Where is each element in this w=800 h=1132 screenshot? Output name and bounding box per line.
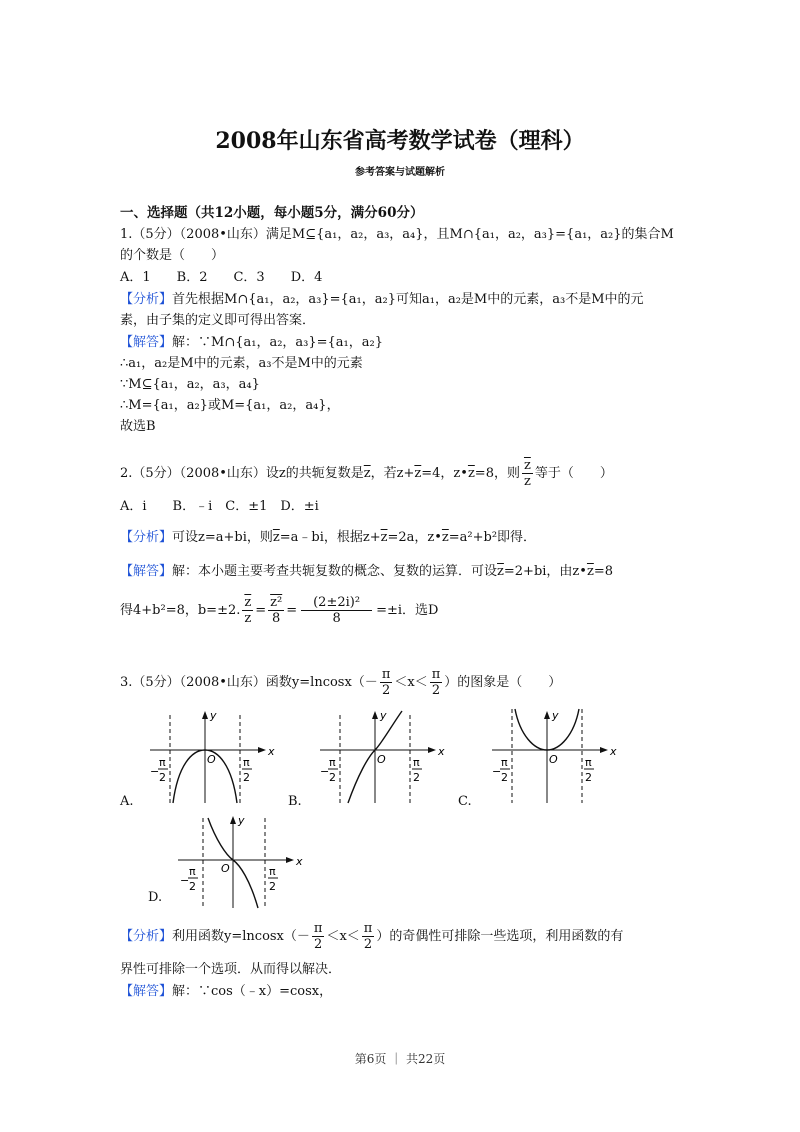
y-label: y bbox=[552, 709, 559, 722]
fraction bbox=[522, 458, 533, 489]
fraction-numerator: π bbox=[381, 667, 391, 682]
q2-analysis-text: =a﹣bi，根据z+ bbox=[279, 530, 381, 545]
option-label-b: B. bbox=[288, 794, 302, 809]
y-axis-arrow-icon bbox=[544, 711, 550, 719]
origin-label: O bbox=[207, 753, 216, 766]
q1-stem-line2: 的个数是（ ） bbox=[120, 248, 225, 263]
fraction-numerator: $\overline{z}$ bbox=[244, 595, 252, 610]
q2-answer-text: 得4+b²=8，b=±2. bbox=[120, 603, 241, 618]
section-heading: 一、选择题（共12小题，每小题5分，满分60分） bbox=[120, 205, 424, 221]
conjugate-z: $\overline{z}$ bbox=[497, 564, 504, 579]
two-label: 2 bbox=[329, 771, 336, 784]
q3-answer-text: 解：∵cos（﹣x）=cosx， bbox=[172, 984, 333, 999]
y-label: y bbox=[238, 814, 245, 827]
q1-analysis-text: 首先根据M∩{a₁，a₂，a₃}={a₁，a₂}可知a₁，a₂是M中的元素，a₃不是M中的元 bbox=[172, 292, 644, 307]
q3-analysis-text: 利用函数y=lncosx（－ bbox=[172, 929, 310, 944]
fraction bbox=[362, 921, 375, 952]
q3-answer-line1 bbox=[120, 982, 332, 1002]
two-label: 2 bbox=[159, 771, 166, 784]
two-label: 2 bbox=[501, 771, 508, 784]
q2-answer-text: =±i．选D bbox=[376, 603, 439, 618]
pi-label: π bbox=[243, 756, 250, 769]
answer-tag: 【解答】 bbox=[120, 564, 173, 579]
q1-answer-line4: ∴M={a₁，a₂}或M={a₁，a₂，a₄}， bbox=[120, 398, 340, 413]
two-label: 2 bbox=[413, 771, 420, 784]
analysis-tag: 【分析】 bbox=[120, 292, 173, 307]
q2-analysis-text: =a²+b²即得． bbox=[448, 530, 537, 545]
fraction-numerator: π bbox=[431, 667, 441, 682]
q2-answer-line2 bbox=[120, 594, 438, 628]
page-footer: 第6页 ｜ 共22页 bbox=[354, 1052, 446, 1066]
conjugate-z: $\overline{z}$ bbox=[380, 530, 388, 545]
origin-label: O bbox=[221, 862, 230, 875]
neg-sign: − bbox=[320, 765, 330, 778]
page-subtitle: 参考答案与试题解析 bbox=[355, 167, 445, 178]
fraction-numerator: z² bbox=[270, 595, 283, 610]
q3-analysis bbox=[120, 920, 623, 954]
y-axis-arrow-icon bbox=[372, 711, 378, 719]
analysis-tag: 【分析】 bbox=[120, 530, 173, 545]
q1-stem-line1: 1.（5分）（2008•山东）满足M⊆{a₁，a₂，a₃，a₄}，且M∩{a₁，a₂，a₃}={a₁，a₂}的集合M bbox=[120, 227, 674, 242]
pi-label: π bbox=[159, 756, 166, 769]
fraction-denominator: z bbox=[244, 611, 252, 626]
pi-label: π bbox=[269, 865, 276, 878]
q3-stem-text: ）的图象是（ ） bbox=[444, 675, 562, 690]
fraction bbox=[268, 595, 284, 626]
q1-answer-line1 bbox=[120, 333, 383, 353]
y-label: y bbox=[380, 709, 387, 722]
graph-option-c bbox=[482, 705, 617, 805]
conjugate-z: $\overline{z}$ bbox=[467, 466, 475, 481]
q3-analysis-text: ＜x＜ bbox=[326, 929, 360, 944]
x-label: x bbox=[438, 745, 445, 758]
q1-answer-line5: 故选B bbox=[120, 419, 156, 434]
fraction bbox=[380, 667, 393, 698]
q3-stem-text: 3.（5分）（2008•山东）函数y=lncosx（－ bbox=[120, 675, 378, 690]
conjugate-z: $\overline{z}$ bbox=[441, 530, 449, 545]
q2-stem-text: =8，则 bbox=[474, 466, 520, 481]
two-label: 2 bbox=[585, 771, 592, 784]
analysis-tag: 【分析】 bbox=[120, 929, 173, 944]
q1-answer-line2: ∴a₁，a₂是M中的元素，a₃不是M中的元素 bbox=[120, 356, 363, 371]
y-label: y bbox=[210, 709, 217, 722]
two-label: 2 bbox=[269, 880, 276, 893]
two-label: 2 bbox=[189, 880, 196, 893]
conjugate-z: $\overline{z}$ bbox=[272, 530, 280, 545]
graph-option-b bbox=[310, 705, 445, 805]
neg-sign: − bbox=[150, 765, 160, 778]
conjugate-z: $\overline{z}$ bbox=[414, 466, 422, 481]
fraction-numerator: (2±2i)² bbox=[301, 595, 372, 611]
fraction-numerator: π bbox=[313, 921, 323, 936]
q2-options: A．i B．﹣i C．±1 D．±i bbox=[120, 499, 319, 514]
q1-answer-line3: ∵M⊆{a₁，a₂，a₃，a₄} bbox=[120, 377, 260, 392]
fraction-denominator: 2 bbox=[431, 683, 441, 698]
graph-option-a bbox=[140, 705, 275, 805]
fraction bbox=[242, 595, 253, 626]
q2-analysis bbox=[120, 528, 536, 548]
q2-stem-text: =4，z• bbox=[421, 466, 468, 481]
pi-label: π bbox=[189, 865, 196, 878]
equals-sign: = bbox=[255, 603, 267, 618]
x-axis-arrow-icon bbox=[600, 747, 608, 753]
fraction-denominator: 2 bbox=[363, 937, 373, 952]
q3-analysis-line2: 界性可排除一个选项．从而得以解决． bbox=[120, 962, 342, 977]
neg-sign: − bbox=[492, 765, 502, 778]
fraction bbox=[312, 921, 325, 952]
answer-tag: 【解答】 bbox=[120, 984, 173, 999]
fraction-denominator: 2 bbox=[381, 683, 391, 698]
pi-label: π bbox=[501, 756, 508, 769]
pi-label: π bbox=[413, 756, 420, 769]
fraction-denominator: 2 bbox=[314, 937, 323, 952]
q1-options: A．1 B．2 C．3 D．4 bbox=[120, 270, 323, 285]
q3-stem-text: ＜x＜ bbox=[394, 675, 428, 690]
fraction-denominator: 8 bbox=[272, 611, 281, 626]
fraction-numerator: π bbox=[363, 921, 373, 936]
x-label: x bbox=[268, 745, 275, 758]
q2-stem-text: 2.（5分）（2008•山东）设z的共轭复数是 bbox=[120, 466, 364, 481]
y-axis-arrow-icon bbox=[202, 711, 208, 719]
equals-sign: = bbox=[286, 603, 298, 618]
q2-stem-text: ，若z+ bbox=[370, 466, 415, 481]
x-label: x bbox=[610, 745, 617, 758]
pi-label: π bbox=[585, 756, 592, 769]
q1-analysis-line1 bbox=[120, 290, 644, 310]
q2-answer-text: 解：本小题主要考查共轭复数的概念、复数的运算．可设 bbox=[172, 564, 498, 579]
neg-sign: − bbox=[180, 874, 190, 887]
fraction bbox=[301, 595, 372, 626]
q2-answer-text: =8 bbox=[593, 564, 613, 579]
q2-stem bbox=[120, 458, 613, 489]
q3-analysis-text: ）的奇偶性可排除一些选项，利用函数的有 bbox=[376, 929, 624, 944]
conjugate-z: $\overline{z}$ bbox=[586, 564, 594, 579]
fraction-denominator: 8 bbox=[332, 611, 341, 626]
q2-answer-text: =2+bi，由z• bbox=[503, 564, 587, 579]
conjugate-z: $\overline{z}$ bbox=[363, 466, 371, 481]
page-title: 2008年山东省高考数学试卷（理科） bbox=[215, 128, 585, 154]
q2-answer bbox=[120, 562, 613, 582]
y-axis-arrow-icon bbox=[230, 816, 236, 824]
x-axis-arrow-icon bbox=[286, 857, 294, 863]
origin-label: O bbox=[549, 753, 558, 766]
x-axis-arrow-icon bbox=[258, 747, 266, 753]
option-label-d: D. bbox=[148, 890, 163, 905]
origin-label: O bbox=[377, 753, 386, 766]
answer-tag: 【解答】 bbox=[120, 335, 173, 350]
fraction-denominator: z bbox=[523, 474, 531, 489]
fraction-numerator: $\overline{z}$ bbox=[523, 458, 531, 473]
q3-stem bbox=[120, 666, 561, 700]
q2-stem-text: 等于（ ） bbox=[534, 466, 613, 481]
two-label: 2 bbox=[243, 771, 250, 784]
fraction bbox=[430, 667, 443, 698]
q2-analysis-text: =2a，z• bbox=[387, 530, 442, 545]
graph-option-d bbox=[168, 810, 303, 910]
q1-analysis-line2: 素，由子集的定义即可得出答案． bbox=[120, 313, 316, 328]
x-axis-arrow-icon bbox=[428, 747, 436, 753]
q1-answer-text: 解：∵M∩{a₁，a₂，a₃}={a₁，a₂} bbox=[172, 335, 384, 350]
option-label-a: A. bbox=[120, 794, 134, 809]
x-label: x bbox=[296, 855, 303, 868]
option-label-c: C. bbox=[458, 794, 472, 809]
q2-analysis-text: 可设z=a+bi，则 bbox=[172, 530, 273, 545]
pi-label: π bbox=[329, 756, 336, 769]
